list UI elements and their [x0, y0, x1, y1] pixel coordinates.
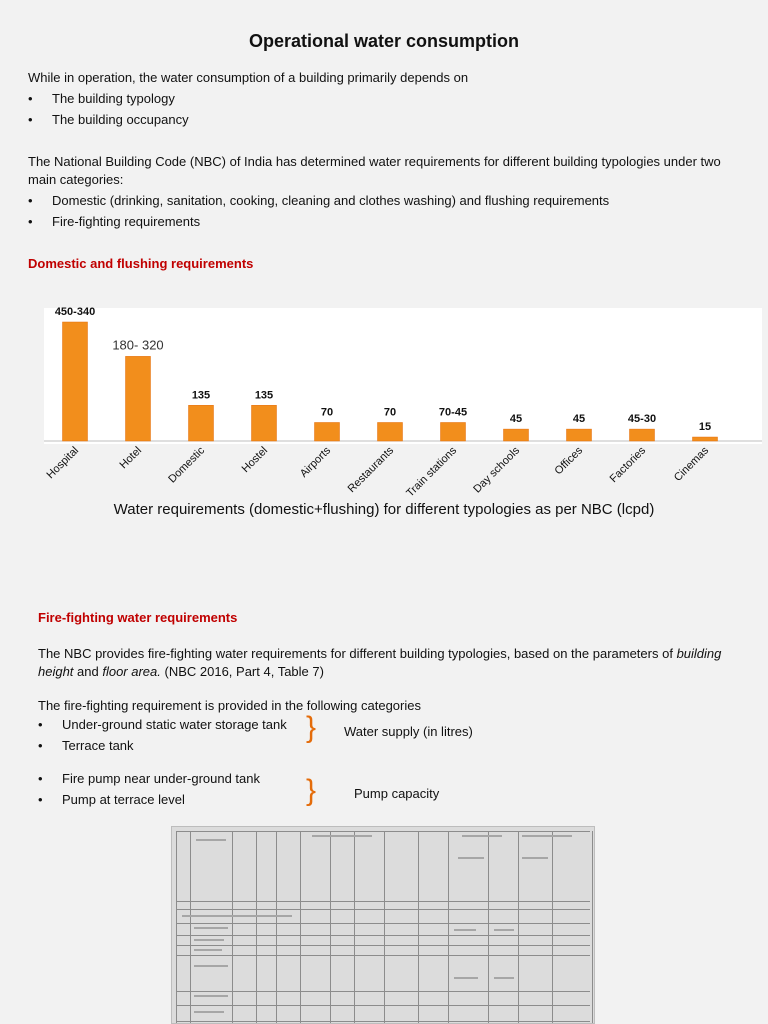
bar-cinemas: [693, 437, 718, 441]
data-label-airports: 70: [320, 406, 334, 419]
fire-para-reference: (NBC 2016, Part 4, Table 7): [160, 664, 324, 679]
bar-hospital: [63, 322, 88, 441]
intro-bullet-typology: • The building typology: [28, 88, 189, 109]
data-label-restaurants: 70: [383, 406, 397, 419]
intro-bullet-occupancy: • The building occupancy: [28, 109, 189, 130]
nbc-paragraph: The National Building Code (NBC) of India has determined water requirements for different building typologies under two main categories:: [28, 154, 721, 187]
tick-label-factories: Factories: [607, 444, 649, 486]
pump-bullet-terrace: • Pump at terrace level: [38, 789, 260, 810]
fire-heading: Fire-fighting water requirements: [38, 610, 238, 625]
pump-bullet-list: [38, 768, 260, 810]
pump-brace-icon: }: [306, 774, 317, 807]
fire-categories-intro: The fire-fighting requirement is provided in the following categories: [38, 698, 421, 713]
tick-label-airports: Airports: [297, 444, 334, 480]
bar-train-stations: [441, 422, 466, 441]
pump-label: Pump capacity: [354, 786, 440, 801]
intro-bullet-list: [28, 88, 189, 130]
bar-factories: [630, 429, 655, 441]
fire-para-height: building height: [38, 646, 722, 679]
domestic-heading: Domestic and flushing requirements: [28, 256, 254, 271]
nbc-table-image: [171, 826, 595, 1024]
pump-bullet-underground: • Fire pump near under-ground tank: [38, 768, 260, 789]
supply-bullet-terrace: • Terrace tank: [38, 735, 287, 756]
page-title: Operational water consumption: [248, 31, 520, 51]
tick-label-hospital: Hospital: [44, 444, 82, 482]
data-label-offices: 45: [572, 413, 586, 426]
bar-hostel: [252, 405, 277, 441]
tick-label-train-stations: Train stations: [404, 444, 460, 500]
supply-label: Water supply (in litres): [344, 724, 473, 739]
bar-airports: [315, 422, 340, 441]
bar-offices: [567, 429, 592, 441]
tick-label-hostel: Hostel: [239, 444, 271, 476]
supply-brace-icon: }: [306, 711, 317, 744]
data-label-domestic: 135: [191, 389, 211, 402]
data-label-day-schools: 45: [509, 413, 523, 426]
nbc-bullet-domestic: • Domestic (drinking, sanitation, cooking, cleaning and clothes washing) and flushing requirements: [28, 190, 609, 211]
tick-label-domestic: Domestic: [166, 444, 208, 486]
supply-bullet-underground: • Under-ground static water storage tank: [38, 714, 287, 735]
tick-label-day-schools: Day schools: [471, 444, 523, 496]
intro-text: While in operation, the water consumption of a building primarily depends on: [28, 70, 469, 85]
nbc-bullet-fire: • Fire-fighting requirements: [28, 211, 609, 232]
tick-label-cinemas: Cinemas: [671, 444, 712, 484]
fire-para-main: The NBC provides fire-fighting water requirements for different building typologies, based on the parameters of: [38, 646, 673, 661]
data-label-hospital: 450-340: [54, 306, 96, 318]
tick-label-offices: Offices: [552, 444, 586, 478]
bar-domestic: [189, 405, 214, 441]
data-label-factories: 45-30: [627, 413, 657, 426]
data-label-hostel: 135: [254, 389, 274, 402]
bar-hotel: [126, 356, 151, 441]
chart-caption: Water requirements (domestic+flushing) for different typologies as per NBC (lcpd): [113, 501, 655, 518]
fire-paragraph: [38, 645, 738, 681]
data-label-train-stations: 70-45: [438, 406, 468, 419]
data-label-cinemas: 15: [698, 421, 712, 434]
bar-restaurants: [378, 422, 403, 441]
bar-day-schools: [504, 429, 529, 441]
fire-para-and: and: [73, 664, 103, 679]
tick-label-hotel: Hotel: [117, 444, 145, 472]
tick-label-restaurants: Restaurants: [345, 444, 397, 496]
water-requirement-bar-chart: [0, 300, 768, 500]
data-label-hotel: 180- 320: [112, 337, 164, 353]
fire-para-area: floor area.: [102, 664, 161, 679]
supply-bullet-list: [38, 714, 287, 756]
nbc-bullet-list: [28, 190, 609, 232]
